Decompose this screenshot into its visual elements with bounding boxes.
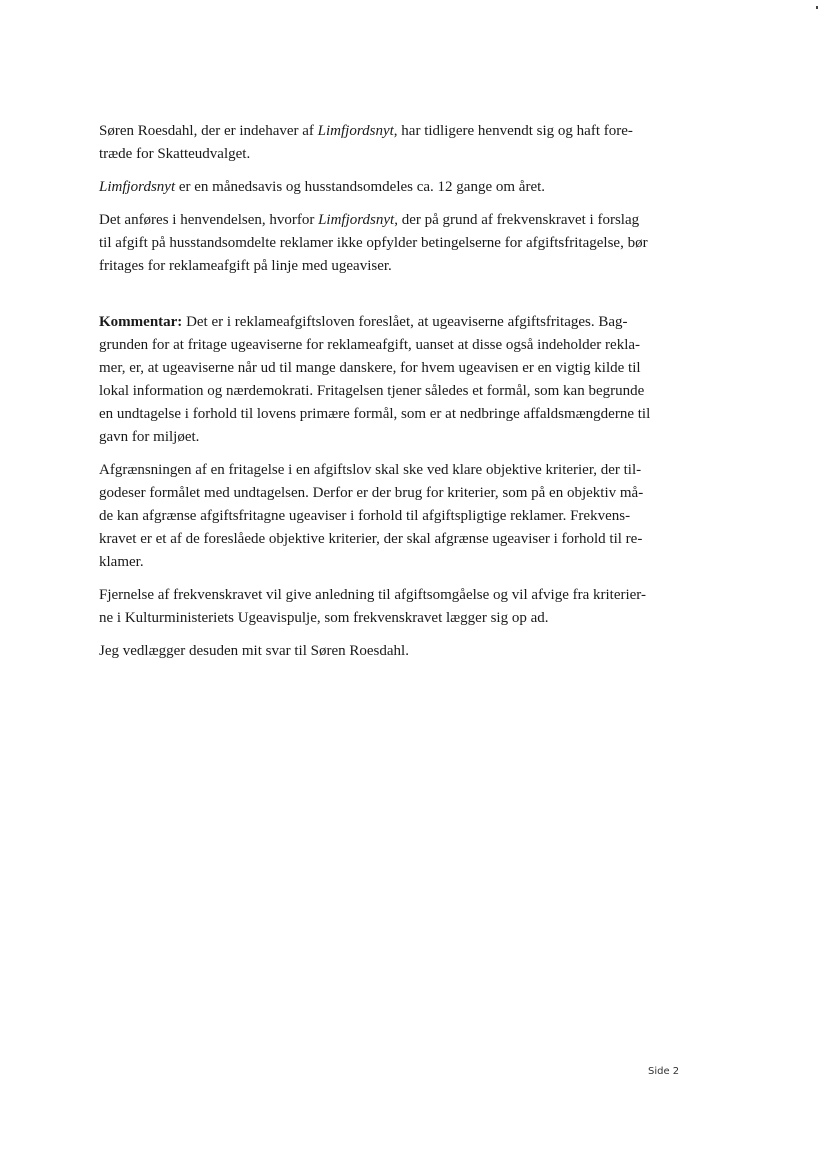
paragraph-comment: Kommentar: Det er i reklameafgiftsloven foreslået, at ugeaviserne afgiftsfritages. Bag- grunden for at fritage ugeaviserne for reklameafgift, uanset at disse også indeholder rekla- mer, er, at ugeaviserne når ud til mange danskere, for hvem ugeavisen er en vigtig kilde til lokal information og nærdemokrati. Fritagelsen tjener således et formål, som kan begrunde en undtagelse i forhold til lovens primære formål, som er at nedbringe affaldsmængderne til gavn for miljøet. bbox=[99, 314, 651, 445]
paragraph-enclosure: Jeg vedlægger desuden mit svar til Søren Roesdahl. bbox=[99, 643, 409, 659]
paragraph-request: Det anføres i henvendelsen, hvorfor Limfjordsnyt, der på grund af frekvenskravet i forslag til afgift på husstandsomdelte reklamer ikke opfylder betingelserne for afgiftsfritagelse, bør fritages for reklameafgift på linje med ugeaviser. bbox=[99, 212, 648, 274]
comment-label: Kommentar: bbox=[99, 314, 183, 330]
paragraph-removal: Fjernelse af frekvenskravet vil give anledning til afgiftsomgåelse og vil afvige fra kriterier- ne i Kulturministeriets Ugeavispulje, som frekvenskravet lægger sig op ad. bbox=[99, 587, 646, 626]
paragraph-intro: Søren Roesdahl, der er indehaver af Limfjordsnyt, har tidligere henvendt sig og haft fore- træde for Skatteudvalget. bbox=[99, 123, 633, 162]
paragraph-limfjordsnyt: Limfjordsnyt er en månedsavis og husstandsomdeles ca. 12 gange om året. bbox=[99, 179, 546, 195]
document-body bbox=[99, 120, 687, 663]
paragraph-delimitation: Afgrænsningen af en fritagelse i en afgiftslov skal ske ved klare objektive kriterier, der til- godeser formålet med undtagelsen. Derfor er der brug for kriterier, som på en objektiv må- de kan afgrænse afgiftsfritagne ugeaviser i forhold til afgiftspligtige reklamer. Frekvens- kravet er et af de foreslåede objektive kriterier, der skal afgrænse ugeaviser i forhold til re- klamer. bbox=[99, 462, 644, 570]
page-number: Side 2 bbox=[648, 1066, 680, 1077]
scan-speck bbox=[816, 6, 818, 9]
